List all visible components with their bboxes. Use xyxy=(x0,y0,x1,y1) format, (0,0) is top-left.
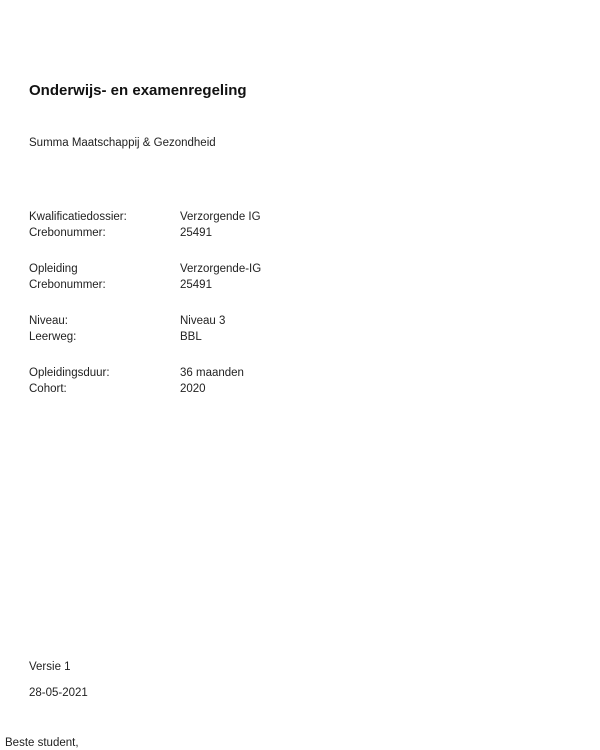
info-label: Niveau: xyxy=(29,315,68,327)
document-date: 28-05-2021 xyxy=(29,687,88,699)
info-value: 25491 xyxy=(180,279,212,291)
info-row xyxy=(29,313,349,329)
info-value: Verzorgende IG xyxy=(180,211,261,223)
info-block-level xyxy=(29,313,349,345)
info-value: 36 maanden xyxy=(180,367,244,379)
info-row xyxy=(29,381,349,397)
info-value: BBL xyxy=(180,331,202,343)
info-label: Opleidingsduur: xyxy=(29,367,110,379)
info-value: 25491 xyxy=(180,227,212,239)
version-label: Versie 1 xyxy=(29,661,71,673)
organization-name: Summa Maatschappij & Gezondheid xyxy=(29,137,216,149)
info-label: Crebonummer: xyxy=(29,279,106,291)
info-block-duration xyxy=(29,365,349,397)
info-row xyxy=(29,261,349,277)
info-row xyxy=(29,209,349,225)
info-row xyxy=(29,225,349,241)
info-label: Cohort: xyxy=(29,383,67,395)
info-row xyxy=(29,277,349,293)
info-label: Leerweg: xyxy=(29,331,77,343)
info-label: Crebonummer: xyxy=(29,227,106,239)
info-row xyxy=(29,329,349,345)
info-block-education xyxy=(29,261,349,293)
info-label: Opleiding xyxy=(29,263,78,275)
info-value: Verzorgende-IG xyxy=(180,263,262,275)
info-label: Kwalificatiedossier: xyxy=(29,211,127,223)
info-block-qualification xyxy=(29,209,349,241)
info-value: Niveau 3 xyxy=(180,315,226,327)
document-title: Onderwijs- en examenregeling xyxy=(29,82,247,99)
greeting-text: Beste student, xyxy=(5,737,79,749)
info-value: 2020 xyxy=(180,383,206,395)
info-row xyxy=(29,365,349,381)
